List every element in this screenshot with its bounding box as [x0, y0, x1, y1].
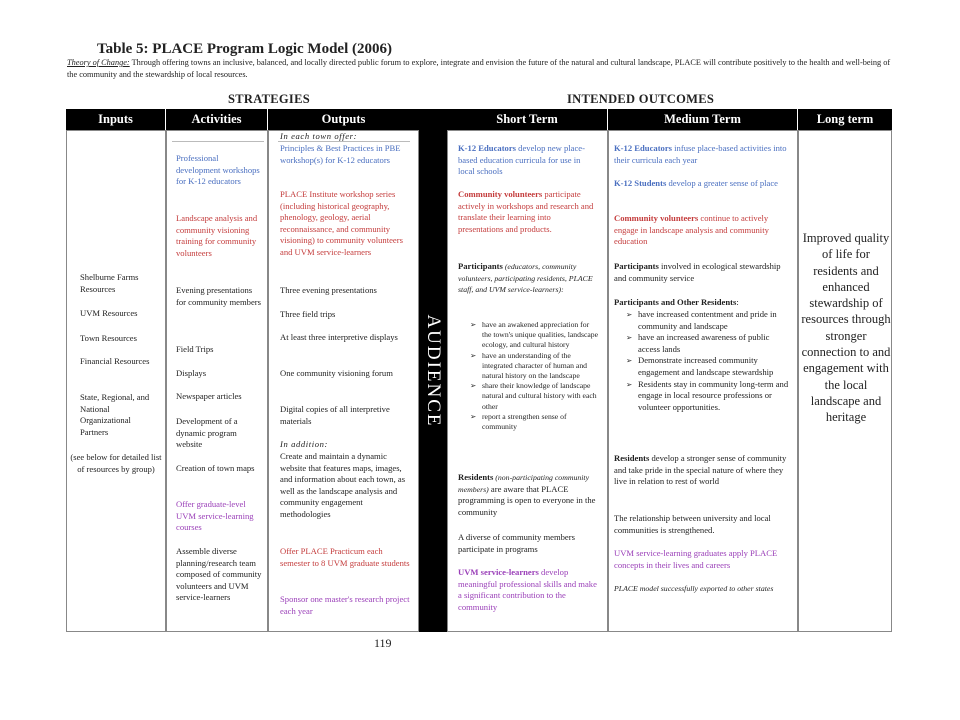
grid-line: [172, 141, 264, 142]
activity-website: Development of a dynamic program website: [176, 416, 238, 450]
output-pbe-workshop: Principles & Best Practices in PBE workshop(s) for K-12 educators: [280, 143, 401, 165]
medium-participants-text: involved in ecological stewardship and community service: [614, 261, 781, 283]
output-website: Create and maintain a dynamic website that features maps, images, and information about each town, as well as the landscape analysis and community engagement methodologies: [280, 451, 406, 519]
table-title: Table 5: PLACE Program Logic Model (2006): [97, 41, 392, 57]
outputs-heading-in-addition: In addition:: [280, 439, 329, 449]
output-field-trips: Three field trips: [280, 309, 336, 319]
short-cv-label: Community volunteers: [458, 189, 543, 199]
short-cv-text: participate actively in workshops and research and translate their learning into presentations and products.: [458, 189, 594, 234]
medium-students-text: develop a greater sense of place: [666, 178, 778, 188]
activity-evening-presentations: Evening presentations for community members: [176, 285, 261, 307]
medium-participants-label: Participants: [614, 261, 659, 271]
long-term-outcome: Improved quality of life for residents and enhanced stewardship of resources through stronger connection to and engagement with the local landscape and heritage: [801, 231, 891, 425]
short-residents-note: (non-participating community members): [458, 473, 590, 494]
activity-professional-development: Professional development workshops for K-12 educators: [176, 153, 260, 187]
theory-of-change: [67, 57, 897, 81]
medium-bullet: ➢ Demonstrate increased community engagement and landscape stewardship: [626, 355, 790, 378]
output-visioning-forum: One community visioning forum: [280, 368, 393, 378]
medium-residents-text: develop a stronger sense of community and take pride in the special nature of where they live in relation to rest of world: [614, 453, 787, 487]
short-residents-label: Residents: [458, 472, 494, 482]
short-residents-text: are aware that PLACE programming is open to everyone in the community: [458, 483, 596, 517]
page-number: 119: [374, 636, 392, 650]
audience-band: [419, 109, 447, 632]
medium-k12-text: infuse place-based activities into their curricula each year: [614, 143, 787, 165]
activity-newspaper: Newspaper articles: [176, 391, 242, 401]
medium-place-model: PLACE model successfully exported to other states: [614, 584, 774, 593]
medium-residents: [614, 453, 790, 488]
header-activities: Activities: [166, 109, 267, 130]
audience-label: AUDIENCE: [423, 313, 444, 428]
header-outputs: Outputs: [268, 109, 419, 130]
medium-bullet: ➢ have an increased awareness of public access lands: [626, 332, 790, 355]
short-k12-label: K-12 Educators: [458, 143, 517, 153]
short-participants-label: Participants: [458, 261, 503, 271]
input-town-resources: Town Resources: [80, 333, 137, 343]
medium-po-label: Participants and Other Residents: [614, 297, 737, 307]
medium-community-volunteers: [614, 213, 790, 248]
theory-label: Theory of Change:: [67, 58, 130, 67]
medium-bullet: ➢ Residents stay in community long-term and engage in local resource professions or volunteer opportunities.: [626, 379, 790, 414]
short-participants: [458, 261, 598, 296]
header-long-term: Long term: [798, 109, 892, 130]
medium-students-label: K-12 Students: [614, 178, 667, 188]
activity-landscape-analysis: Landscape analysis and community visioning training for community volunteers: [176, 213, 258, 258]
medium-bullets: [626, 309, 790, 413]
activity-graduate-courses: Offer graduate-level UVM service-learning courses: [176, 499, 254, 533]
inputs-column: [66, 130, 166, 632]
short-diverse-members: A diverse of community members participate in programs: [458, 532, 575, 554]
medium-relationship: The relationship between university and local communities is strengthened.: [614, 513, 771, 535]
output-place-practicum: Offer PLACE Practicum each semester to 8 UVM graduate students: [280, 546, 410, 568]
header-inputs: Inputs: [66, 109, 165, 130]
header-medium-term: Medium Term: [608, 109, 797, 130]
input-see-below: (see below for detailed list of resources by group): [70, 452, 162, 474]
short-k12-educators: [458, 143, 598, 178]
short-community-volunteers: [458, 189, 598, 235]
medium-residents-label: Residents: [614, 453, 650, 463]
short-residents: [458, 472, 598, 518]
activity-town-maps: Creation of town maps: [176, 463, 255, 473]
medium-k12-students: [614, 178, 790, 190]
output-place-institute: PLACE Institute workshop series (including historical geography, phenology, geology, aerial reconnaissance, and community visioning) to community volunteers and UVM service-learners: [280, 189, 403, 257]
short-participant-bullets: [470, 320, 600, 432]
activity-field-trips: Field Trips: [176, 344, 214, 354]
short-k12-text: develop new place-based education curricula for use in local schools: [458, 143, 585, 177]
medium-cv-text: continue to actively engage in landscape analysis and community education: [614, 213, 769, 247]
medium-uvm-graduates: UVM service-learning graduates apply PLACE concepts in their lives and careers: [614, 548, 778, 570]
header-short-term: Short Term: [447, 109, 607, 130]
activity-displays: Displays: [176, 368, 207, 378]
output-masters-project: Sponsor one master's research project each year: [280, 594, 410, 616]
input-partners: State, Regional, and National Organizational Partners: [80, 392, 150, 437]
activity-research-team: Assemble diverse planning/research team composed of community volunteers and UVM service-learners: [176, 546, 262, 603]
output-digital-copies: Digital copies of all interpretive materials: [280, 404, 390, 426]
input-financial-resources: Financial Resources: [80, 356, 150, 366]
short-participants-note: (educators, community volunteers, participating residents, PLACE staff, and UVM service-learners):: [458, 262, 593, 295]
short-bullet: ➢ share their knowledge of landscape natural and cultural history with each other: [470, 381, 600, 412]
medium-k12-label: K-12 Educators: [614, 143, 673, 153]
medium-participants-residents: [614, 297, 790, 309]
medium-po-colon: :: [736, 297, 739, 307]
input-uvm-resources: UVM Resources: [80, 308, 138, 318]
short-bullet: ➢ have an awakened appreciation for the town's unique qualities, landscape ecology, and cultural history: [470, 320, 600, 351]
medium-participants: [614, 261, 790, 284]
short-uvm-label: UVM service-learners: [458, 567, 539, 577]
outputs-heading-each-town: In each town offer:: [280, 131, 358, 141]
short-uvm-service-learners: [458, 567, 598, 613]
output-interpretive-displays: At least three interpretive displays: [280, 332, 398, 342]
input-shelburne-farms: Shelburne Farms Resources: [80, 272, 139, 294]
theory-text: Through offering towns an inclusive, balanced, and locally directed public forum to explore, integrate and envision the future of the natural and cultural landscape, PLACE will contribute positively to the health and well-being of the community and the stewardship of local resources.: [67, 58, 891, 79]
section-intended-outcomes: INTENDED OUTCOMES: [567, 92, 715, 106]
medium-k12-educators: [614, 143, 790, 166]
section-strategies: STRATEGIES: [228, 92, 310, 106]
medium-cv-label: Community volunteers: [614, 213, 699, 223]
medium-bullet: ➢ have increased contentment and pride in community and landscape: [626, 309, 790, 332]
short-uvm-text: develop meaningful professional skills and make a significant contribution to the community: [458, 567, 597, 612]
short-bullet: ➢ report a strengthen sense of community: [470, 412, 600, 432]
short-bullet: ➢ have an understanding of the integrated character of human and natural history on the landscape: [470, 351, 600, 382]
output-evening-presentations: Three evening presentations: [280, 285, 377, 295]
